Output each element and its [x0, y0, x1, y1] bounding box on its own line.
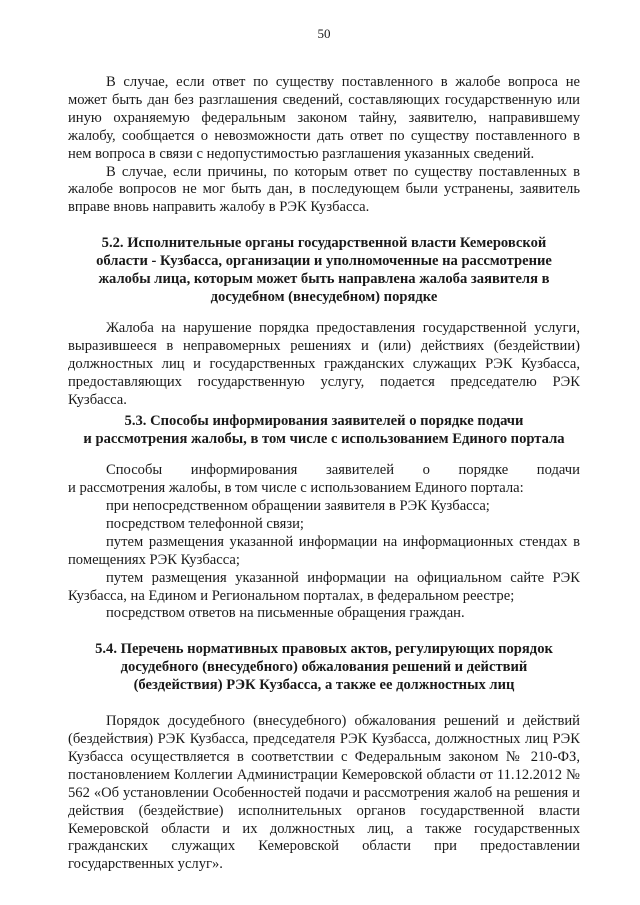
paragraph-secret-info: В случае, если ответ по существу поставленного в жалобе вопроса не может быть дан без разглашения сведений, составляющих государственную или иную охраняемую федеральным законом тайну, заявителю, направившему жалобу, сообщается о невозможности дать ответ по существу поставленного в нем вопроса в связи с недопустимостью разглашения указанных сведений.: [68, 74, 580, 162]
heading-line: 5.2. Исполнительные органы государственной власти Кемеровской: [101, 235, 547, 252]
heading-line: жалобы лица, которым может быть направлена жалоба заявителя в: [98, 271, 550, 288]
heading-line: 5.4. Перечень нормативных правовых актов, регулирующих порядок: [95, 641, 553, 658]
intro-word: информирования: [190, 462, 298, 479]
list-item: путем размещения указанной информации на информационных стендах в помещениях РЭК Кузбасса;: [68, 533, 580, 568]
list-item: посредством ответов на письменные обращения граждан.: [106, 605, 465, 622]
heading-line: (бездействия) РЭК Кузбасса, а также ее должностных лиц: [133, 677, 515, 694]
section-body: Порядок досудебного (внесудебного) обжалования решений и действий (бездействия) РЭК Кузбасса, председателя РЭК Кузбасса, должностных лиц РЭК Кузбасса осуществляется в соответствии с Федеральным законом № 210-ФЗ, постановлением Коллегии Администрации Кемеровской области от 11.12.2012 № 562 «Об установлении Особенностей подачи и рассмотрения жалоб на решения и действия (бездействие) исполнительных органов государственной власти Кемеровской области и их должностных лиц, а также государственных гражданских служащих Кемеровской области при предоставлении государственных услуг».: [68, 713, 580, 873]
document-body: [68, 74, 580, 874]
section-intro-rest: и рассмотрения жалобы, в том числе с использованием Единого портала:: [68, 480, 524, 497]
intro-word: о: [422, 462, 430, 479]
section-5-2: [68, 235, 580, 409]
intro-word: заявителей: [325, 462, 395, 479]
intro-word: подачи: [536, 462, 580, 479]
list-item: при непосредственном обращении заявителя в РЭК Кузбасса;: [106, 498, 490, 515]
section-heading: [68, 641, 580, 695]
section-body: Жалоба на нарушение порядка предоставления государственной услуги, выразившееся в неправомерных решениях и (или) действиях (бездействии) должностных лиц и государственных гражданских служащих РЭК Кузбасса, предоставляющих государственную услугу, подается председателю РЭК Кузбасса.: [68, 319, 580, 408]
section-heading: [68, 235, 580, 307]
section-heading: [68, 413, 580, 449]
list-item: посредством телефонной связи;: [106, 515, 304, 532]
heading-line: 5.3. Способы информирования заявителей о порядке подачи: [124, 413, 524, 430]
heading-line: и рассмотрения жалобы, в том числе с использованием Единого портала: [83, 431, 565, 448]
section-5-4: [68, 641, 580, 874]
list-item: путем размещения указанной информации на официальном сайте РЭК Кузбасса, на Едином и Региональном порталах, в федеральном реестре;: [68, 569, 580, 604]
heading-line: области - Кузбасса, организации и уполномоченные на рассмотрение: [96, 253, 552, 270]
section-intro-first-line: [68, 462, 580, 480]
paragraph-resubmit: В случае, если причины, по которым ответ по существу поставленных в жалобе вопросов не мог быть дан, в последующем были устранены, заявитель вправе вновь направить жалобу в РЭК Кузбасса.: [68, 163, 580, 216]
page-number: 50: [317, 26, 331, 41]
heading-line: досудебном (внесудебном) порядке: [210, 288, 438, 305]
section-5-3: [68, 413, 580, 623]
intro-word: порядке: [458, 462, 509, 479]
heading-line: досудебного (внесудебного) обжалования решений и действий: [120, 659, 528, 676]
intro-word: Способы: [106, 462, 163, 479]
